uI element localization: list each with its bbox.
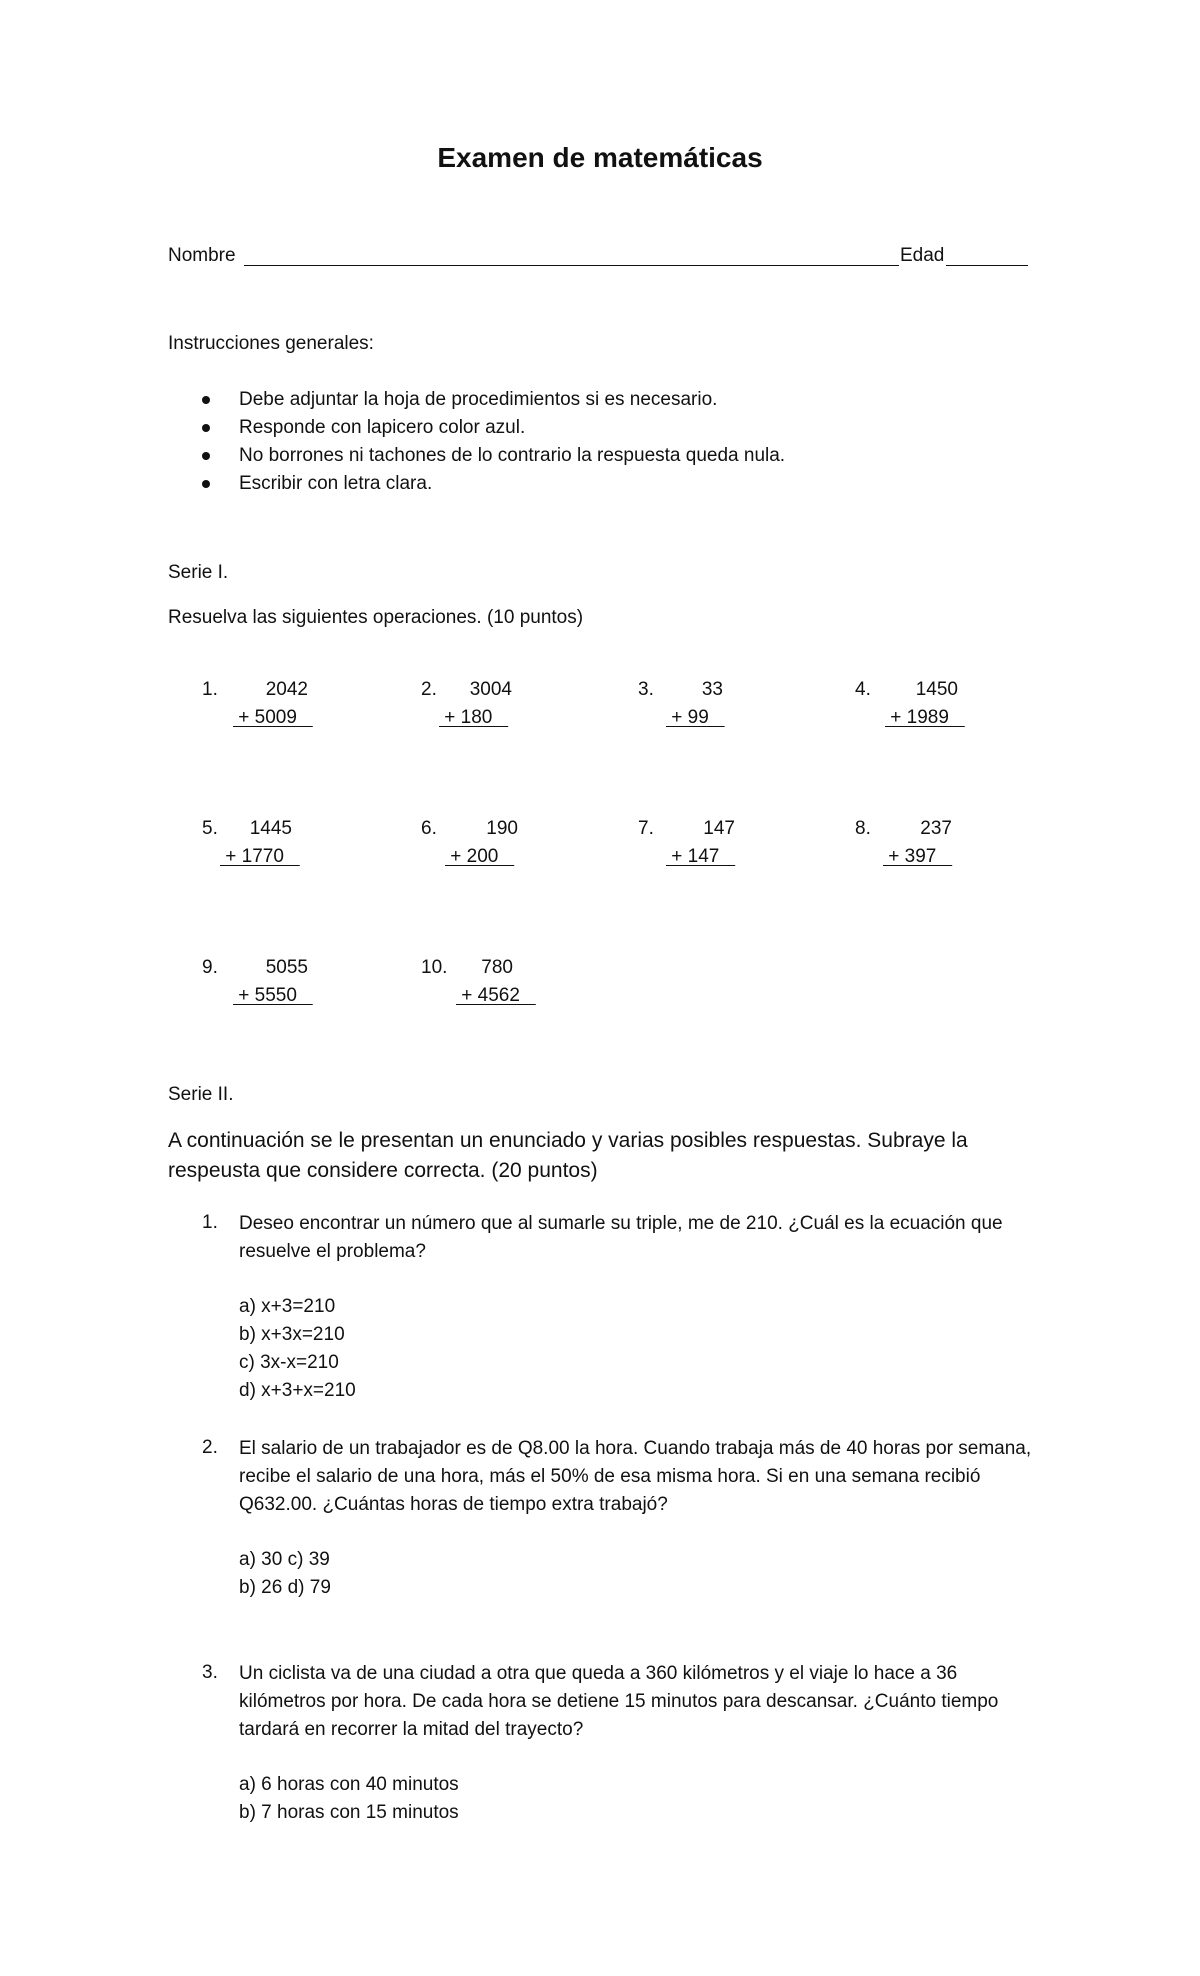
- problem-number: 6.: [421, 818, 437, 839]
- problem-number: 1.: [202, 679, 218, 700]
- answer-option[interactable]: a) 30 c) 39: [239, 1549, 330, 1570]
- problem-number: 9.: [202, 957, 218, 978]
- list-item: Responde con lapicero color azul.: [239, 417, 526, 438]
- serie2-prompt: A continuación se le presentan un enunciado y varias posibles respuestas. Subraye la respeusta que considere correcta. (20 puntos): [168, 1129, 968, 1182]
- bullet-icon: [202, 396, 210, 404]
- bullet-icon: [202, 480, 210, 488]
- answer-option[interactable]: b) 26 d) 79: [239, 1577, 331, 1598]
- bullet-icon: [202, 424, 210, 432]
- problem-operand-b: + 1770: [220, 846, 300, 867]
- problem-number: 4.: [855, 679, 871, 700]
- name-label: Nombre: [168, 245, 236, 266]
- list-item: Debe adjuntar la hoja de procedimientos si es necesario.: [239, 389, 718, 410]
- serie1-prompt: Resuelva las siguientes operaciones. (10 puntos): [168, 607, 584, 628]
- answer-option[interactable]: d) x+3+x=210: [239, 1380, 356, 1401]
- answer-option[interactable]: a) 6 horas con 40 minutos: [239, 1774, 459, 1795]
- problem-operand-b: + 200: [445, 846, 515, 867]
- serie2-heading: Serie II.: [168, 1084, 234, 1105]
- problem-operand-b: + 180: [439, 707, 509, 728]
- problem-number: 3.: [638, 679, 654, 700]
- list-item: No borrones ni tachones de lo contrario la respuesta queda nula.: [239, 445, 786, 466]
- problem-operand-a: 780: [481, 957, 513, 978]
- problem-operand-b: + 5550: [233, 985, 313, 1006]
- answer-option[interactable]: b) 7 horas con 15 minutos: [239, 1802, 459, 1823]
- question-text: Deseo encontrar un número que al sumarle su triple, me de 210. ¿Cuál es la ecuación que resuelve el problema?: [239, 1213, 1003, 1262]
- problem-operand-b: + 397: [883, 846, 953, 867]
- problem-number: 10.: [421, 957, 448, 978]
- instructions-heading: Instrucciones generales:: [168, 333, 374, 354]
- question-text: El salario de un trabajador es de Q8.00 la hora. Cuando trabaja más de 40 horas por semana, recibe el salario de una hora, más el 50% de esa misma hora. Si en una semana recibió Q632.00. ¿Cuántas horas de tiempo extra trabajó?: [239, 1438, 1032, 1515]
- problem-operand-a: 237: [920, 818, 952, 839]
- problem-operand-a: 33: [701, 679, 723, 700]
- question-number: 3.: [202, 1662, 218, 1683]
- question-number: 1.: [202, 1212, 218, 1233]
- problem-operand-a: 1445: [249, 818, 292, 839]
- problem-operand-b: + 147: [666, 846, 736, 867]
- problem-operand-b: + 5009: [233, 707, 313, 728]
- problem-operand-a: 190: [486, 818, 518, 839]
- answer-option[interactable]: b) x+3x=210: [239, 1324, 345, 1345]
- problem-operand-a: 147: [703, 818, 735, 839]
- age-label: Edad: [900, 245, 945, 266]
- answer-option[interactable]: c) 3x-x=210: [239, 1352, 339, 1373]
- name-field[interactable]: [244, 264, 899, 266]
- problem-operand-a: 2042: [265, 679, 308, 700]
- answer-option[interactable]: a) x+3=210: [239, 1296, 336, 1317]
- age-field[interactable]: [946, 264, 1028, 266]
- problem-operand-a: 3004: [469, 679, 512, 700]
- bullet-icon: [202, 452, 210, 460]
- problem-operand-a: 1450: [915, 679, 958, 700]
- serie1-heading: Serie I.: [168, 562, 229, 583]
- page-title: Examen de matemáticas: [437, 142, 763, 173]
- problem-operand-b: + 99: [666, 707, 725, 728]
- problem-operand-b: + 4562: [456, 985, 536, 1006]
- question-number: 2.: [202, 1437, 218, 1458]
- question-text: Un ciclista va de una ciudad a otra que queda a 360 kilómetros y el viaje lo hace a 36 kilómetros por hora. De cada hora se detiene 15 minutos para descansar. ¿Cuánto tiempo tardará en recorrer la mitad del trayecto?: [239, 1663, 999, 1740]
- list-item: Escribir con letra clara.: [239, 473, 433, 494]
- problem-number: 5.: [202, 818, 218, 839]
- problem-operand-b: + 1989: [885, 707, 965, 728]
- problem-number: 8.: [855, 818, 871, 839]
- problem-number: 7.: [638, 818, 654, 839]
- problem-operand-a: 5055: [265, 957, 308, 978]
- problem-number: 2.: [421, 679, 437, 700]
